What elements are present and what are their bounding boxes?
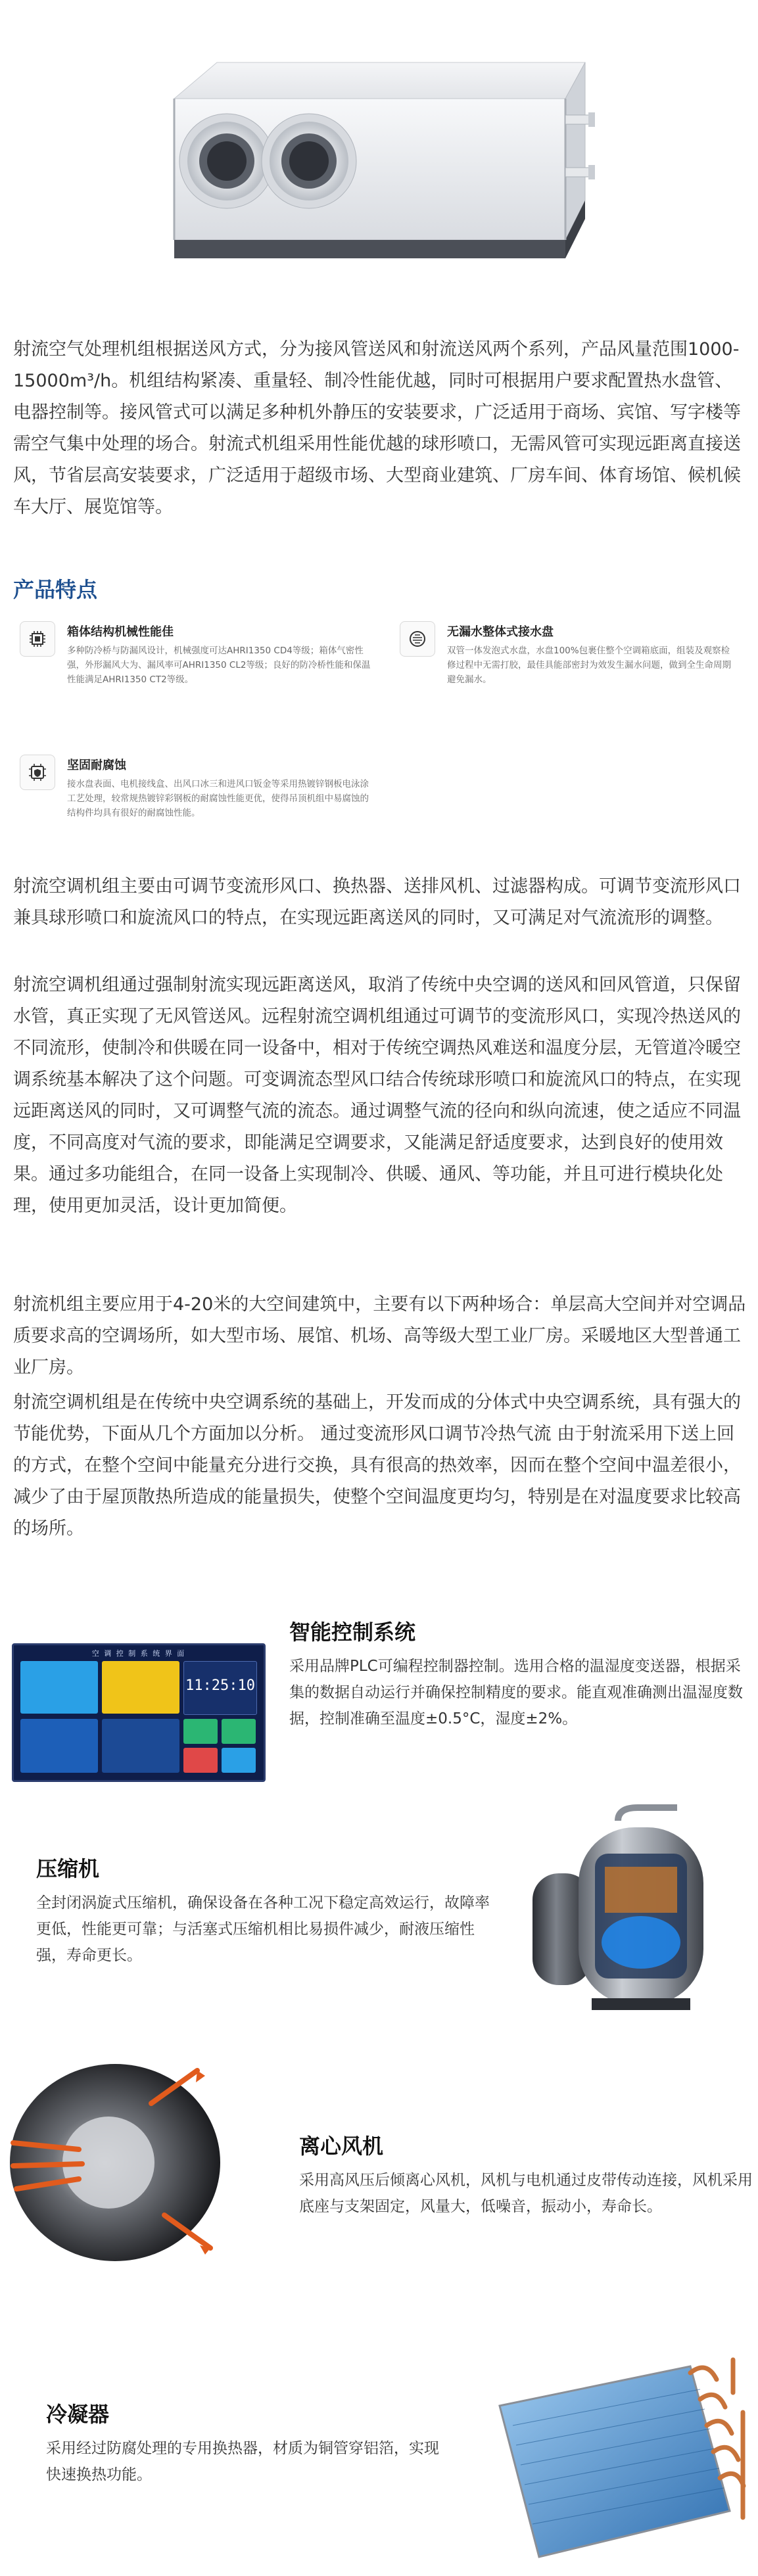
feature-card (400, 621, 742, 713)
feature-title: 坚固耐腐蚀 (67, 759, 126, 772)
chip-icon (20, 621, 55, 657)
feature-card (20, 621, 388, 739)
compressor-title: 压缩机 (36, 1856, 100, 1881)
feature-desc: 双管一体发泡式水盘，水盘100%包裹住整个空调箱底面，组装及观察检修过程中无需打胶，最佳具能部密封为效发生漏水问题，做到全生命周期避免漏水。 (447, 645, 731, 685)
body-paragraph-1: 射流空调机组主要由可调节变流形风口、换热器、送排风机、过滤器构成。可调节变流形风口兼具球形喷口和旋流风口的特点，在实现远距离送风的同时，又可满足对气流流形的调整。 (13, 876, 741, 928)
panel-status-blue (222, 1748, 256, 1773)
condenser-title: 冷凝器 (46, 2402, 110, 2427)
panel-status-green (183, 1719, 218, 1744)
feature-desc: 多种防冷桥与防漏风设计，机械强度可达AHRI1350 CD4等级；箱体气密性强，外形漏风大为、漏风率可AHRI1350 CL2等级；良好的防冷桥性能和保温性能满足AHRI1350 CT2等级。 (67, 645, 371, 685)
panel-status-green-2 (222, 1719, 256, 1744)
control-desc: 采用品牌PLC可编程控制器控制。选用合格的温湿度变送器，根据采集的数据自动运行并确保控制精度的要求。能直观准确测出温湿度数据，控制准确至温度±0.5°C，湿度±2%。 (289, 1658, 743, 1727)
compressor-desc: 全封闭涡旋式压缩机，确保设备在各种工况下稳定高效运行，故障率更低，性能更可靠；与活塞式压缩机相比易损件减少，耐液压缩性强，寿命更长。 (36, 1894, 490, 1964)
condenser-desc: 采用经过防腐处理的专用换热器，材质为铜管穿铝箔，实现快速换热功能。 (46, 2440, 439, 2483)
control-panel-title: 空 调 控 制 系 统 界 面 (91, 1649, 186, 1658)
compressor-image (519, 1801, 736, 2025)
control-panel-image (12, 1643, 266, 1782)
panel-lower-left (20, 1719, 98, 1773)
panel-lower-mid (102, 1719, 179, 1773)
shield-chip-icon (20, 755, 55, 790)
panel-left-block (20, 1661, 98, 1714)
drip-tray-icon (400, 621, 435, 657)
feature-title: 箱体结构机械性能佳 (67, 625, 174, 639)
section-title-features: 产品特点 (13, 577, 98, 602)
fan-image (0, 2051, 276, 2274)
feature-desc: 接水盘表面、电机接线盒、出风口冰三和进风口钣金等采用热镀锌钢板电泳涂工艺处理，较常规热镀锌彩钢板的耐腐蚀性能更优，使得吊顶机组中易腐蚀的结构件均具有很好的耐腐蚀性能。 (67, 779, 369, 818)
panel-mid-block (102, 1661, 179, 1714)
feature-card (20, 755, 388, 860)
product-image-ahu (0, 0, 758, 309)
control-title: 智能控制系统 (289, 1620, 416, 1645)
fan-title: 离心风机 (299, 2134, 384, 2159)
body-paragraph-2: 射流空调机组通过强制射流实现远距离送风，取消了传统中央空调的送风和回风管道，只保留水管，真正实现了无风管送风。远程射流空调机组通过可调节的变流形风口，实现冷热送风的不同流形，使制冷和供暖在同一设备中，相对于传统空调热风难送和温度分层，无管道冷暖空调系统基本解决了这个问题。可变调流态型风口结合传统球形喷口和旋流风口的特点，在实现远距离送风的同时，又可调整气流的流态。通过调整气流的径向和纵向流速，使之适应不同温度，不同高度对气流的要求，即能满足空调要求，又能满足舒适度要求，达到良好的使用效果。通过多功能组合，在同一设备上实现制冷、供暖、通风、等功能，并且可进行模块化处理，使用更加灵活，设计更加简便。 (13, 975, 741, 1216)
panel-clock (183, 1661, 257, 1715)
fan-desc: 采用高风压后倾离心风机，风机与电机通过皮带传动连接，风机采用底座与支架固定，风量大，低噪音，振动小，寿命长。 (299, 2172, 753, 2215)
panel-clock-time: 11:25:10 (185, 1677, 255, 1694)
condenser-image (473, 2353, 756, 2570)
panel-status-red (183, 1748, 218, 1773)
body-paragraph-3: 射流机组主要应用于4-20米的大空间建筑中，主要有以下两种场合：单层高大空间并对空调品质要求高的空调场所，如大型市场、展馆、机场、高等级大型工业厂房。采暖地区大型普通工业厂房。 (13, 1294, 746, 1378)
feature-title: 无漏水整体式接水盘 (447, 625, 554, 639)
intro-paragraph: 射流空气处理机组根据送风方式，分为接风管送风和射流送风两个系列，产品风量范围1000-15000m³/h。机组结构紧凑、重量轻、制冷性能优越，同时可根据用户要求配置热水盘管、电器控制等。接风管式可以满足多种机外静压的安装要求，广泛适用于商场、宾馆、写字楼等需空气集中处理的场合。射流式机组采用性能优越的球形喷口，无需风管可实现远距离直接送风，节省层高安装要求，广泛适用于超级市场、大型商业建筑、厂房车间、体育场馆、候机候车大厅、展览馆等。 (13, 339, 741, 517)
body-paragraph-4: 射流空调机组是在传统中央空调系统的基础上，开发而成的分体式中央空调系统，具有强大的节能优势，下面从几个方面加以分析。 通过变流形风口调节冷热气流 由于射流采用下送上回的方式，在整个空间中能量充分进行交换，具有很高的热效率，因而在整个空间中温差很小，减少了由于屋顶散热所造成的能量损失，使整个空间温度更均匀，特别是在对温度要求比较高的场所。 (13, 1392, 741, 1539)
